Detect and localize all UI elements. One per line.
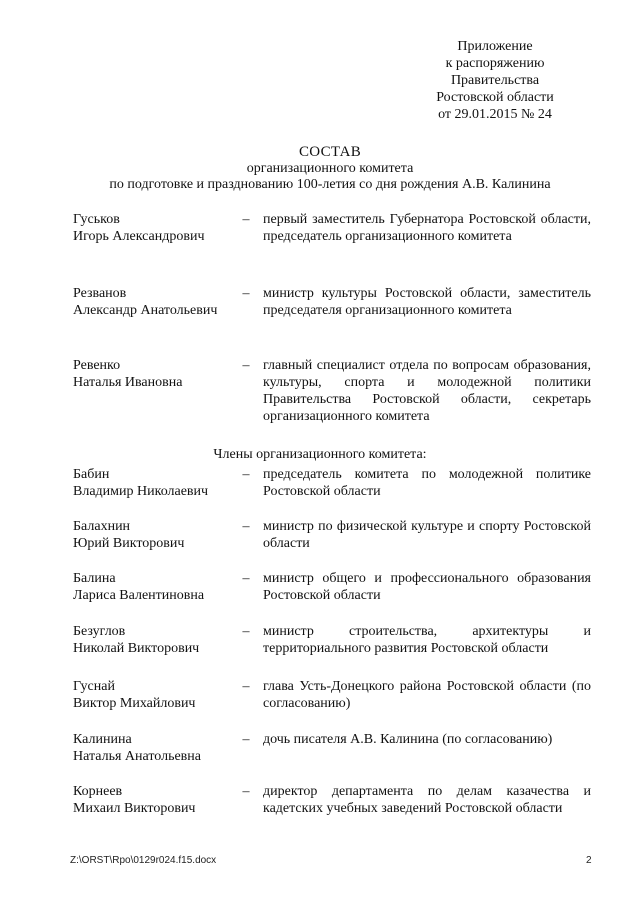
person-role: первый заместитель Губернатора Ростовской области, председатель организационного комитета bbox=[263, 212, 591, 244]
dash: – bbox=[242, 784, 250, 799]
page-number: 2 bbox=[586, 855, 592, 866]
members-heading: Члены организационного комитета: bbox=[213, 447, 427, 462]
dash: – bbox=[242, 624, 250, 639]
given-names: Николай Викторович bbox=[73, 641, 200, 656]
person-role: министр культуры Ростовской области, заместитель председателя организационного комитета bbox=[263, 286, 591, 318]
document-title bbox=[40, 143, 620, 193]
person-name bbox=[73, 518, 243, 552]
surname: Ревенко bbox=[73, 358, 121, 373]
title-line: организационного комитета bbox=[246, 161, 414, 176]
dash: – bbox=[242, 358, 250, 373]
surname: Гуснай bbox=[73, 679, 115, 694]
person-name bbox=[73, 623, 243, 657]
title-main: СОСТАВ bbox=[298, 144, 362, 160]
annex-line: от 29.01.2015 № 24 bbox=[438, 107, 552, 122]
person-name bbox=[73, 731, 243, 765]
person-role: дочь писателя А.В. Калинина (по согласованию) bbox=[263, 732, 553, 747]
person-name bbox=[73, 357, 243, 391]
surname: Балина bbox=[73, 571, 116, 586]
surname: Резванов bbox=[73, 286, 127, 301]
given-names: Юрий Викторович bbox=[73, 536, 185, 551]
person-role: председатель комитета по молодежной политике Ростовской области bbox=[263, 467, 591, 499]
given-names: Александр Анатольевич bbox=[73, 303, 218, 318]
dash: – bbox=[242, 679, 250, 694]
dash: – bbox=[242, 571, 250, 586]
person-role: министр общего и профессионального образования Ростовской области bbox=[263, 571, 591, 603]
annex-block bbox=[380, 38, 610, 123]
given-names: Владимир Николаевич bbox=[73, 484, 209, 499]
person-name bbox=[73, 570, 243, 604]
dash: – bbox=[242, 732, 250, 747]
dash: – bbox=[242, 286, 250, 301]
person-name bbox=[73, 678, 243, 712]
surname: Бабин bbox=[73, 467, 110, 482]
given-names: Виктор Михайлович bbox=[73, 696, 196, 711]
person-name bbox=[73, 783, 243, 817]
surname: Калинина bbox=[73, 732, 132, 747]
surname: Безуглов bbox=[73, 624, 126, 639]
person-role: министр строительства, архитектуры и территориального развития Ростовской области bbox=[263, 624, 591, 656]
given-names: Лариса Валентиновна bbox=[73, 588, 205, 603]
surname: Гуськов bbox=[73, 212, 120, 227]
dash: – bbox=[242, 467, 250, 482]
annex-line: Приложение bbox=[457, 39, 533, 54]
annex-line: к распоряжению bbox=[445, 56, 545, 71]
annex-line: Правительства bbox=[450, 73, 540, 88]
person-name bbox=[73, 211, 243, 245]
given-names: Игорь Александрович bbox=[73, 229, 205, 244]
person-role: министр по физической культуре и спорту Ростовской области bbox=[263, 519, 591, 551]
dash: – bbox=[242, 212, 250, 227]
annex-line: Ростовской области bbox=[436, 90, 554, 105]
title-line: по подготовке и празднованию 100-летия со дня рождения А.В. Калинина bbox=[109, 177, 551, 192]
surname: Корнеев bbox=[73, 784, 123, 799]
dash: – bbox=[242, 519, 250, 534]
person-role: глава Усть-Донецкого района Ростовской области (по согласованию) bbox=[263, 679, 591, 711]
surname: Балахнин bbox=[73, 519, 131, 534]
given-names: Наталья Анатольевна bbox=[73, 749, 202, 764]
person-role: директор департамента по делам казачества и кадетских учебных заведений Ростовской области bbox=[263, 784, 591, 816]
person-role: главный специалист отдела по вопросам образования, культуры, спорта и молодежной политики Правительства Ростовской области, секретарь организационного комитета bbox=[263, 358, 591, 424]
person-name bbox=[73, 285, 243, 319]
given-names: Михаил Викторович bbox=[73, 801, 196, 816]
person-name bbox=[73, 466, 243, 500]
given-names: Наталья Ивановна bbox=[73, 375, 183, 390]
footer-file-path: Z:\ORST\Rpo\0129r024.f15.docx bbox=[70, 855, 217, 866]
